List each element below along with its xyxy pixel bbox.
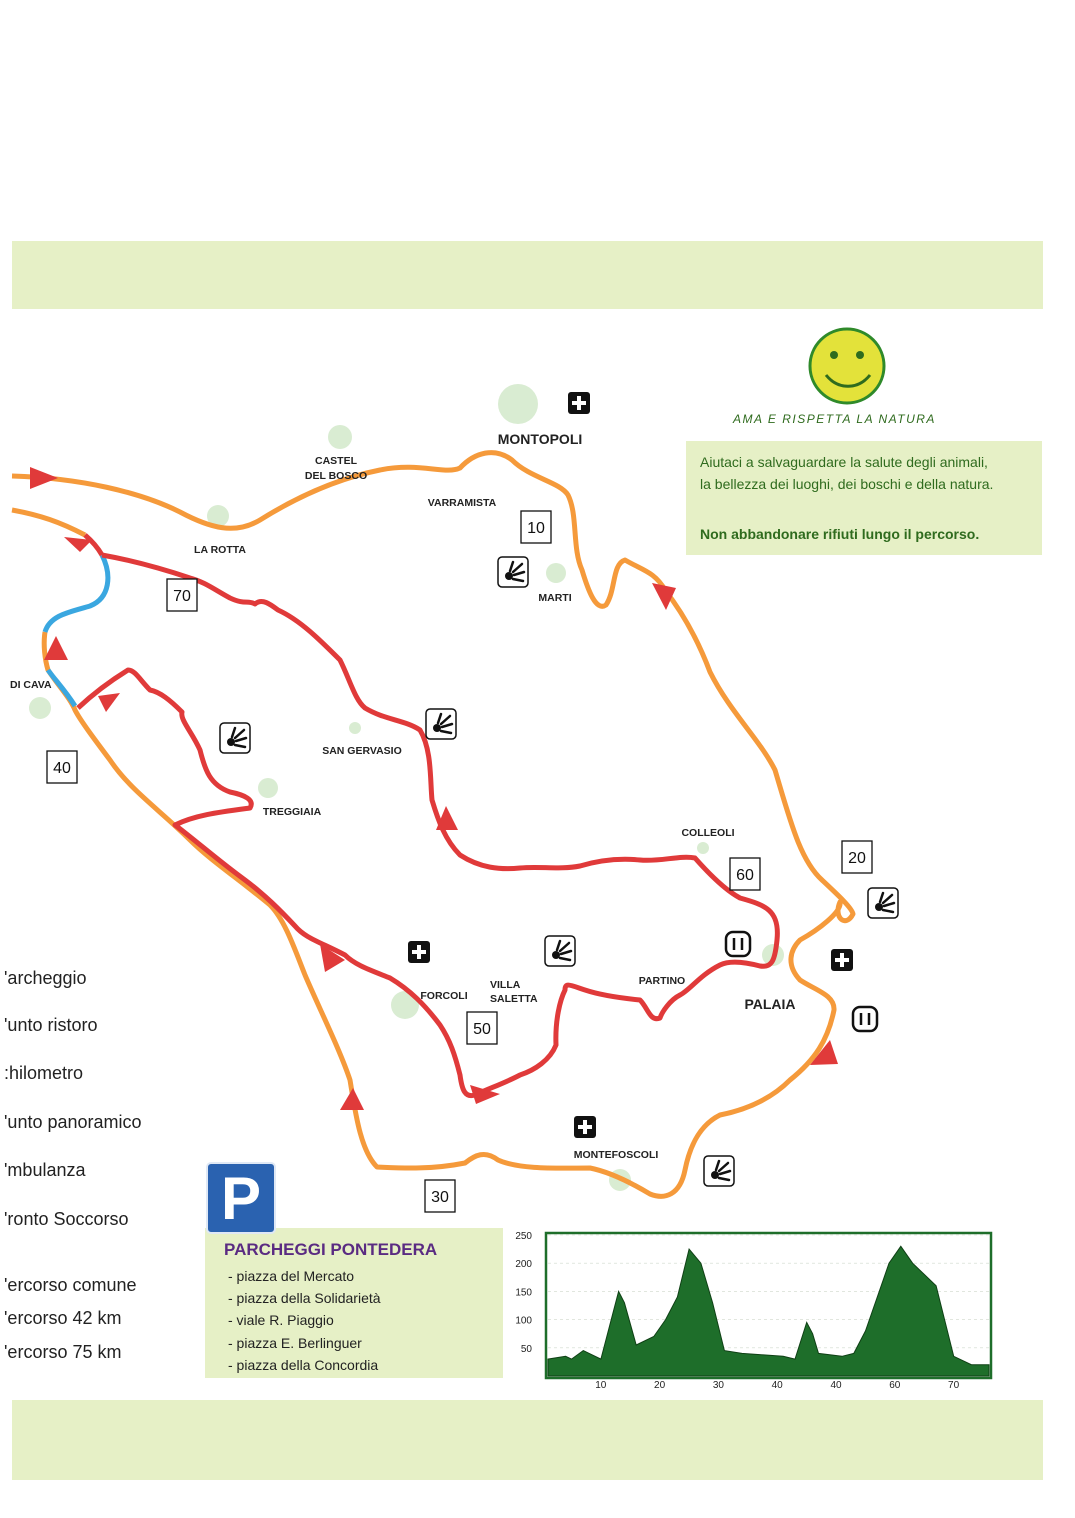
- first-aid-icon: [408, 941, 430, 963]
- parking-item: - viale R. Piaggio: [228, 1312, 334, 1328]
- parking-item: - piazza E. Berlinguer: [228, 1335, 362, 1351]
- legend-percorso-42: 'ercorso 42 km: [4, 1308, 122, 1328]
- place-castel-del-bosco-line2: DEL BOSCO: [304, 470, 368, 482]
- x-tick-label: 20: [654, 1380, 666, 1391]
- km-marker-30: [425, 1180, 455, 1212]
- refreshment-point-icon: [853, 1007, 877, 1031]
- legend-percorso-75: 'ercorso 75 km: [4, 1342, 122, 1362]
- eco-line-1: Aiutaci a salvaguardare la salute degli animali,: [700, 454, 988, 470]
- parking-title: PARCHEGGI PONTEDERA: [224, 1240, 438, 1259]
- km-marker-30-label: 30: [431, 1189, 449, 1206]
- km-marker-70: [167, 579, 197, 611]
- panoramic-point-icon: [498, 557, 528, 587]
- place-marti: MARTI: [538, 592, 572, 604]
- place-di-cava: DI CAVA: [10, 679, 52, 691]
- first-aid-icon: [574, 1116, 596, 1138]
- x-tick-label: 40: [771, 1380, 783, 1391]
- legend-percorso-comune: 'ercorso comune: [4, 1275, 137, 1295]
- place-villa-saletta-line2: SALETTA: [490, 993, 538, 1005]
- place-montefoscoli: MONTEFOSCOLI: [573, 1149, 659, 1161]
- panoramic-point-icon: [704, 1156, 734, 1186]
- place-partino: PARTINO: [638, 975, 686, 987]
- y-tick-label: 150: [515, 1287, 532, 1299]
- smiley-icon: [810, 329, 884, 403]
- km-marker-60-label: 60: [736, 867, 754, 884]
- km-marker-50-label: 50: [473, 1021, 491, 1038]
- km-marker-40: [47, 751, 77, 783]
- place-montopoli: MONTOPOLI: [497, 431, 583, 447]
- legend-pronto-soccorso: 'ronto Soccorso: [4, 1209, 129, 1229]
- route-42-tail: [85, 535, 102, 555]
- km-marker-50: [467, 1012, 497, 1044]
- km-marker-70-label: 70: [173, 588, 191, 605]
- x-axis-ticks: [595, 1380, 959, 1391]
- y-tick-label: 250: [515, 1231, 532, 1242]
- panoramic-point-icon: [426, 709, 456, 739]
- eco-line-2: la bellezza dei luoghi, dei boschi e della natura.: [700, 476, 994, 492]
- km-marker-60: [730, 858, 760, 890]
- panoramic-point-icon: [868, 888, 898, 918]
- km-marker-20: [842, 841, 872, 873]
- first-aid-icon: [831, 949, 853, 971]
- parking-item: - piazza della Concordia: [228, 1357, 379, 1373]
- route-75-tail: [12, 510, 85, 535]
- place-villa-saletta-line1: VILLA: [490, 979, 521, 991]
- legend-punto-panoramico: 'unto panoramico: [4, 1112, 142, 1132]
- legend-parcheggio: 'archeggio: [4, 968, 87, 988]
- y-tick-label: 50: [520, 1343, 532, 1355]
- x-tick-label: 30: [712, 1380, 724, 1391]
- km-marker-10: [521, 511, 551, 543]
- x-tick-label: 10: [595, 1380, 607, 1391]
- panoramic-point-icon: [545, 936, 575, 966]
- place-castel-del-bosco-line1: CASTEL: [315, 455, 357, 467]
- eco-line-3: Non abbandonare rifiuti lungo il percorso.: [700, 526, 980, 542]
- y-axis-ticks: [515, 1231, 532, 1355]
- place-san-gervasio: SAN GERVASIO: [322, 745, 402, 757]
- place-treggiaia: TREGGIAIA: [262, 806, 322, 818]
- km-marker-40-label: 40: [53, 760, 71, 777]
- place-colleoli: COLLEOLI: [681, 827, 735, 839]
- first-aid-icon: [568, 392, 590, 414]
- eco-motto: AMA E RISPETTA LA NATURA: [733, 412, 936, 426]
- x-tick-label: 60: [889, 1380, 901, 1391]
- km-marker-10-label: 10: [527, 520, 545, 537]
- elevation-profile-chart: [515, 1231, 991, 1391]
- place-varramista: VARRAMISTA: [427, 497, 497, 509]
- y-tick-label: 200: [515, 1259, 532, 1271]
- place-la-rotta: LA ROTTA: [194, 544, 246, 556]
- route-42: [78, 555, 777, 1096]
- panoramic-point-icon: [220, 723, 250, 753]
- y-tick-label: 100: [515, 1315, 532, 1327]
- place-forcoli: FORCOLI: [420, 990, 468, 1002]
- x-tick-label: 40: [830, 1380, 842, 1391]
- legend-punto-ristoro: 'unto ristoro: [4, 1015, 98, 1035]
- parking-sign-icon: P: [206, 1162, 276, 1234]
- x-tick-label: 70: [948, 1380, 960, 1391]
- refreshment-point-icon: [726, 932, 750, 956]
- legend-chilometro: :hilometro: [4, 1063, 84, 1083]
- place-palaia: PALAIA: [744, 996, 796, 1012]
- village-dots: [29, 384, 784, 1191]
- parking-item: - piazza della Solidarietà: [228, 1290, 381, 1306]
- parking-item: - piazza del Mercato: [228, 1268, 355, 1284]
- km-marker-20-label: 20: [848, 850, 866, 867]
- legend-ambulanza: 'mbulanza: [4, 1160, 86, 1180]
